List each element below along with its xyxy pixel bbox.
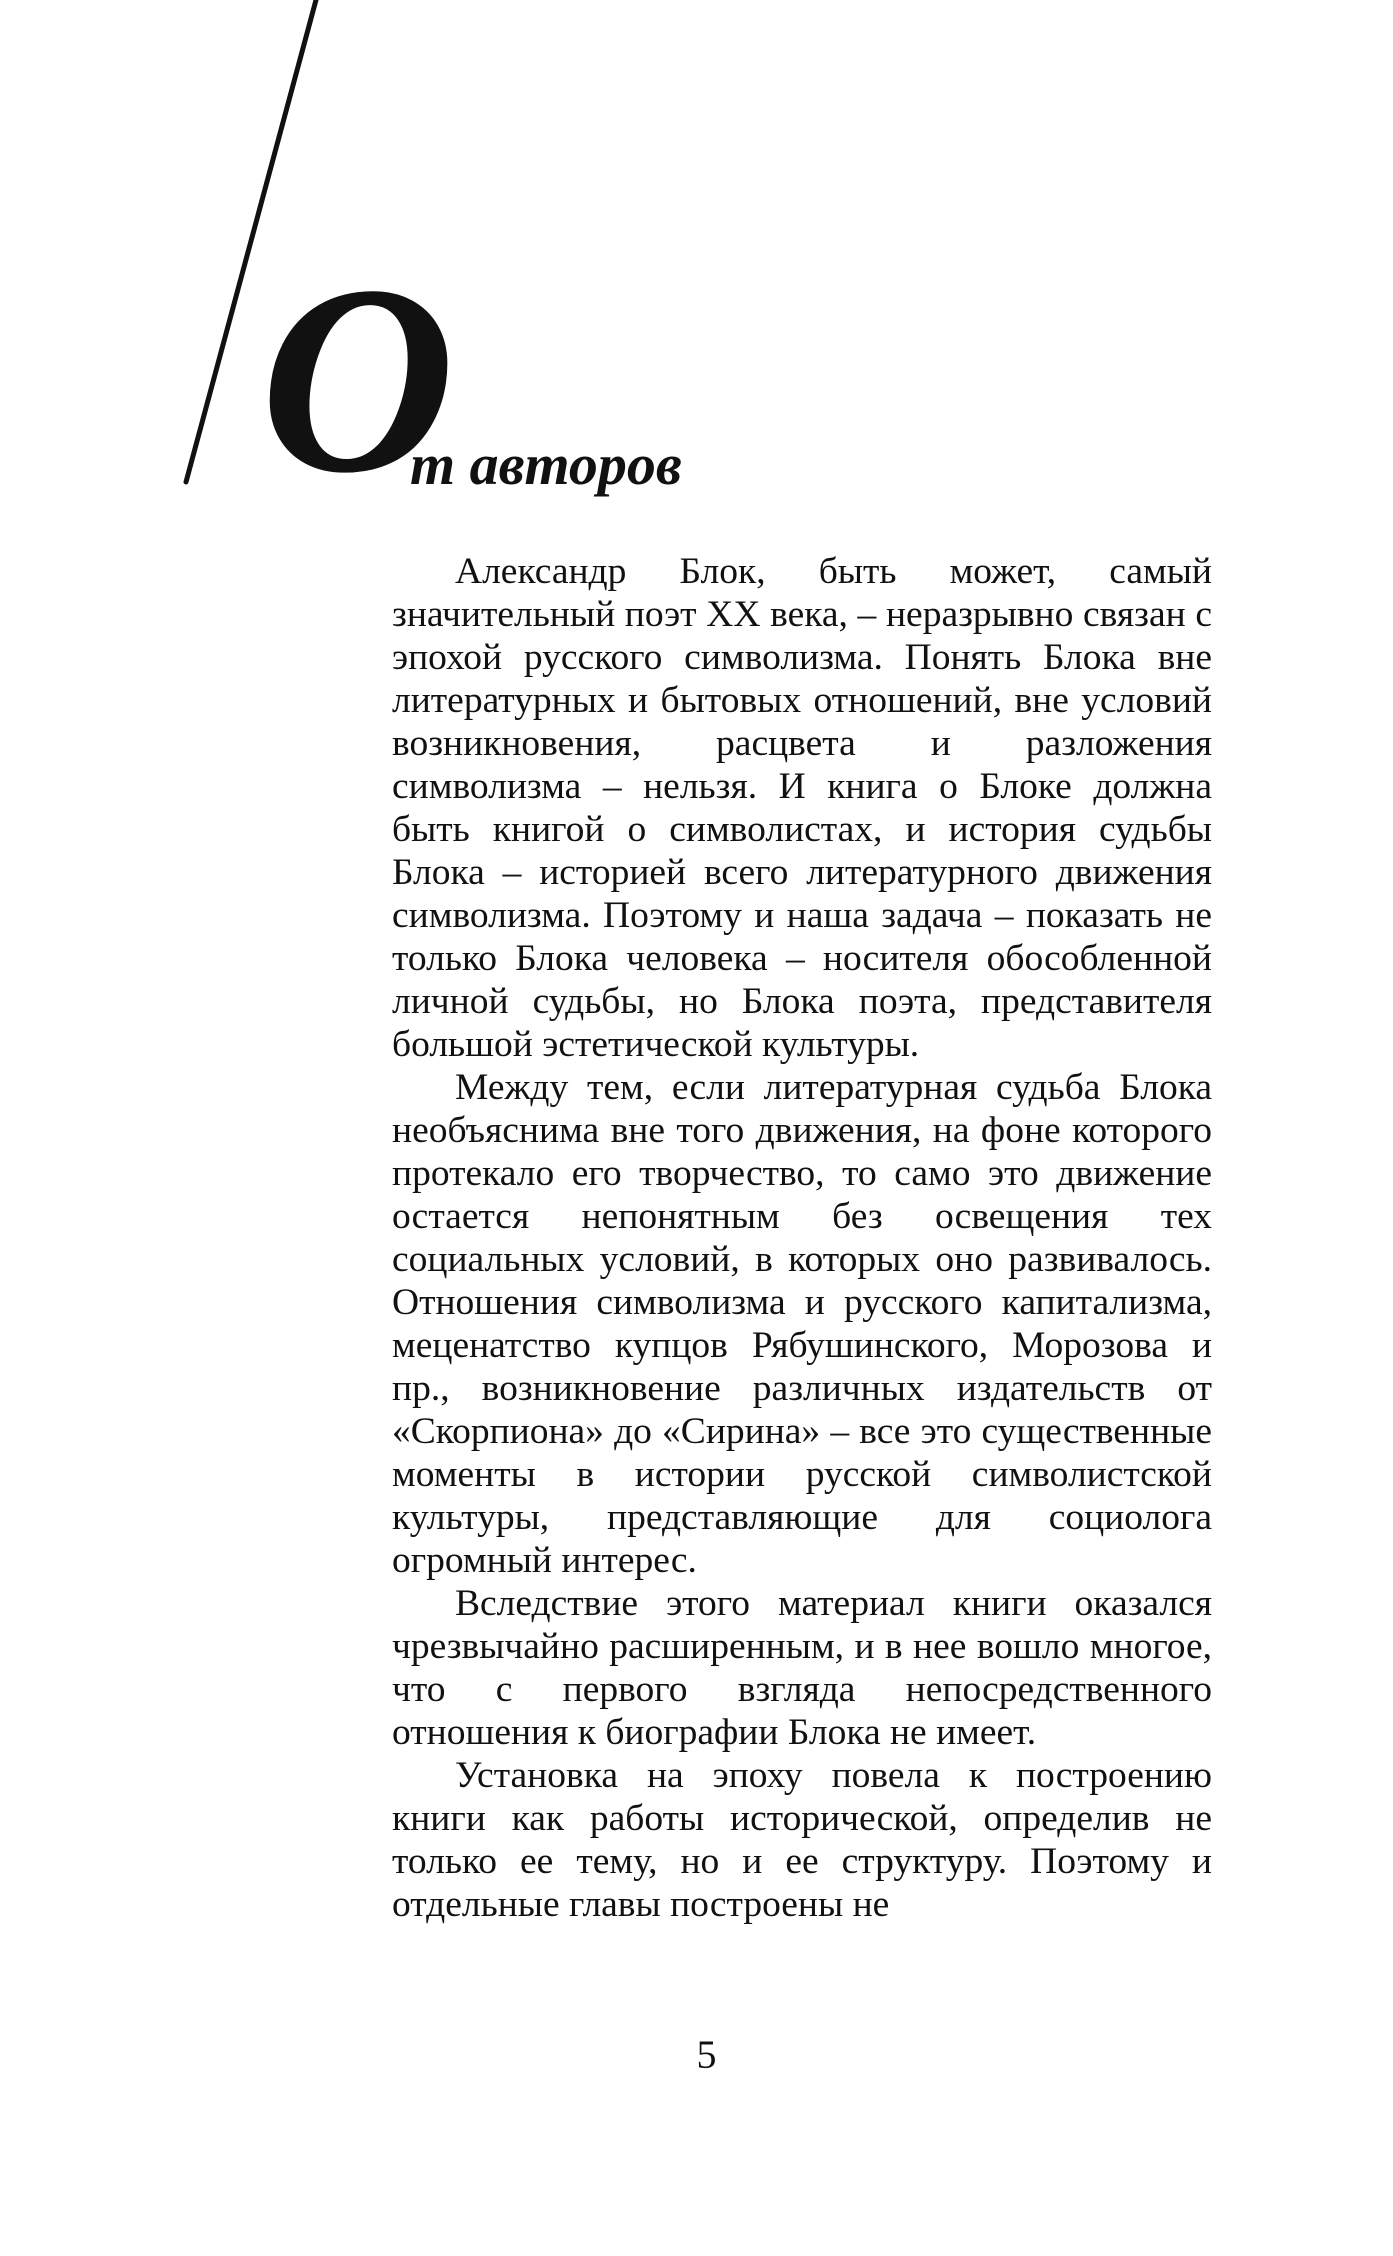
paragraph-1: Александр Блок, быть может, самый значительный поэт XX века, – неразрывно связан с эпохой русского символизма. Понять Блока вне литературных и бытовых отношений, вне условий возникновения, расцвета и разложения символизма – нельзя. И книга о Блоке должна быть книгой о символистах, и история судьбы Блока – историей всего литературного движения символизма. Поэтому и наша задача – показать не только Блока человека – носителя обособленной личной судьбы, но Блока поэта, представителя большой эстетической культуры. [392,551,1212,1065]
page-number: 5 [696,2032,717,2077]
drop-cap-letter: О [260,230,455,529]
heading-text: т авторов [410,432,682,497]
paragraph-3: Вследствие этого материал книги оказался чрезвычайно расширенным, и в нее вошло многое, что с первого взгляда непосредственного отношения к биографии Блока не имеет. [392,1583,1212,1753]
chapter-heading [230,230,1130,529]
paragraph-4: Установка на эпоху повела к построению книги как работы исторической, определив не только ее тему, но и ее структуру. Поэтому и отдельные главы построены не [392,1755,1212,1925]
paragraph-2: Между тем, если литературная судьба Блока необъяснима вне того движения, на фоне которого протекало его творчество, то само это движение остается непонятным без освещения тех социальных условий, в которых оно развивалось. Отношения символизма и русского капитализма, меценатство купцов Рябушинского, Морозова и пр., возникновение различных издательств от «Скорпиона» до «Сирина» – все это существенные моменты в истории русской символистской культуры, представляющие для социолога огромный интерес. [392,1067,1212,1581]
body-text [392,550,1212,1926]
